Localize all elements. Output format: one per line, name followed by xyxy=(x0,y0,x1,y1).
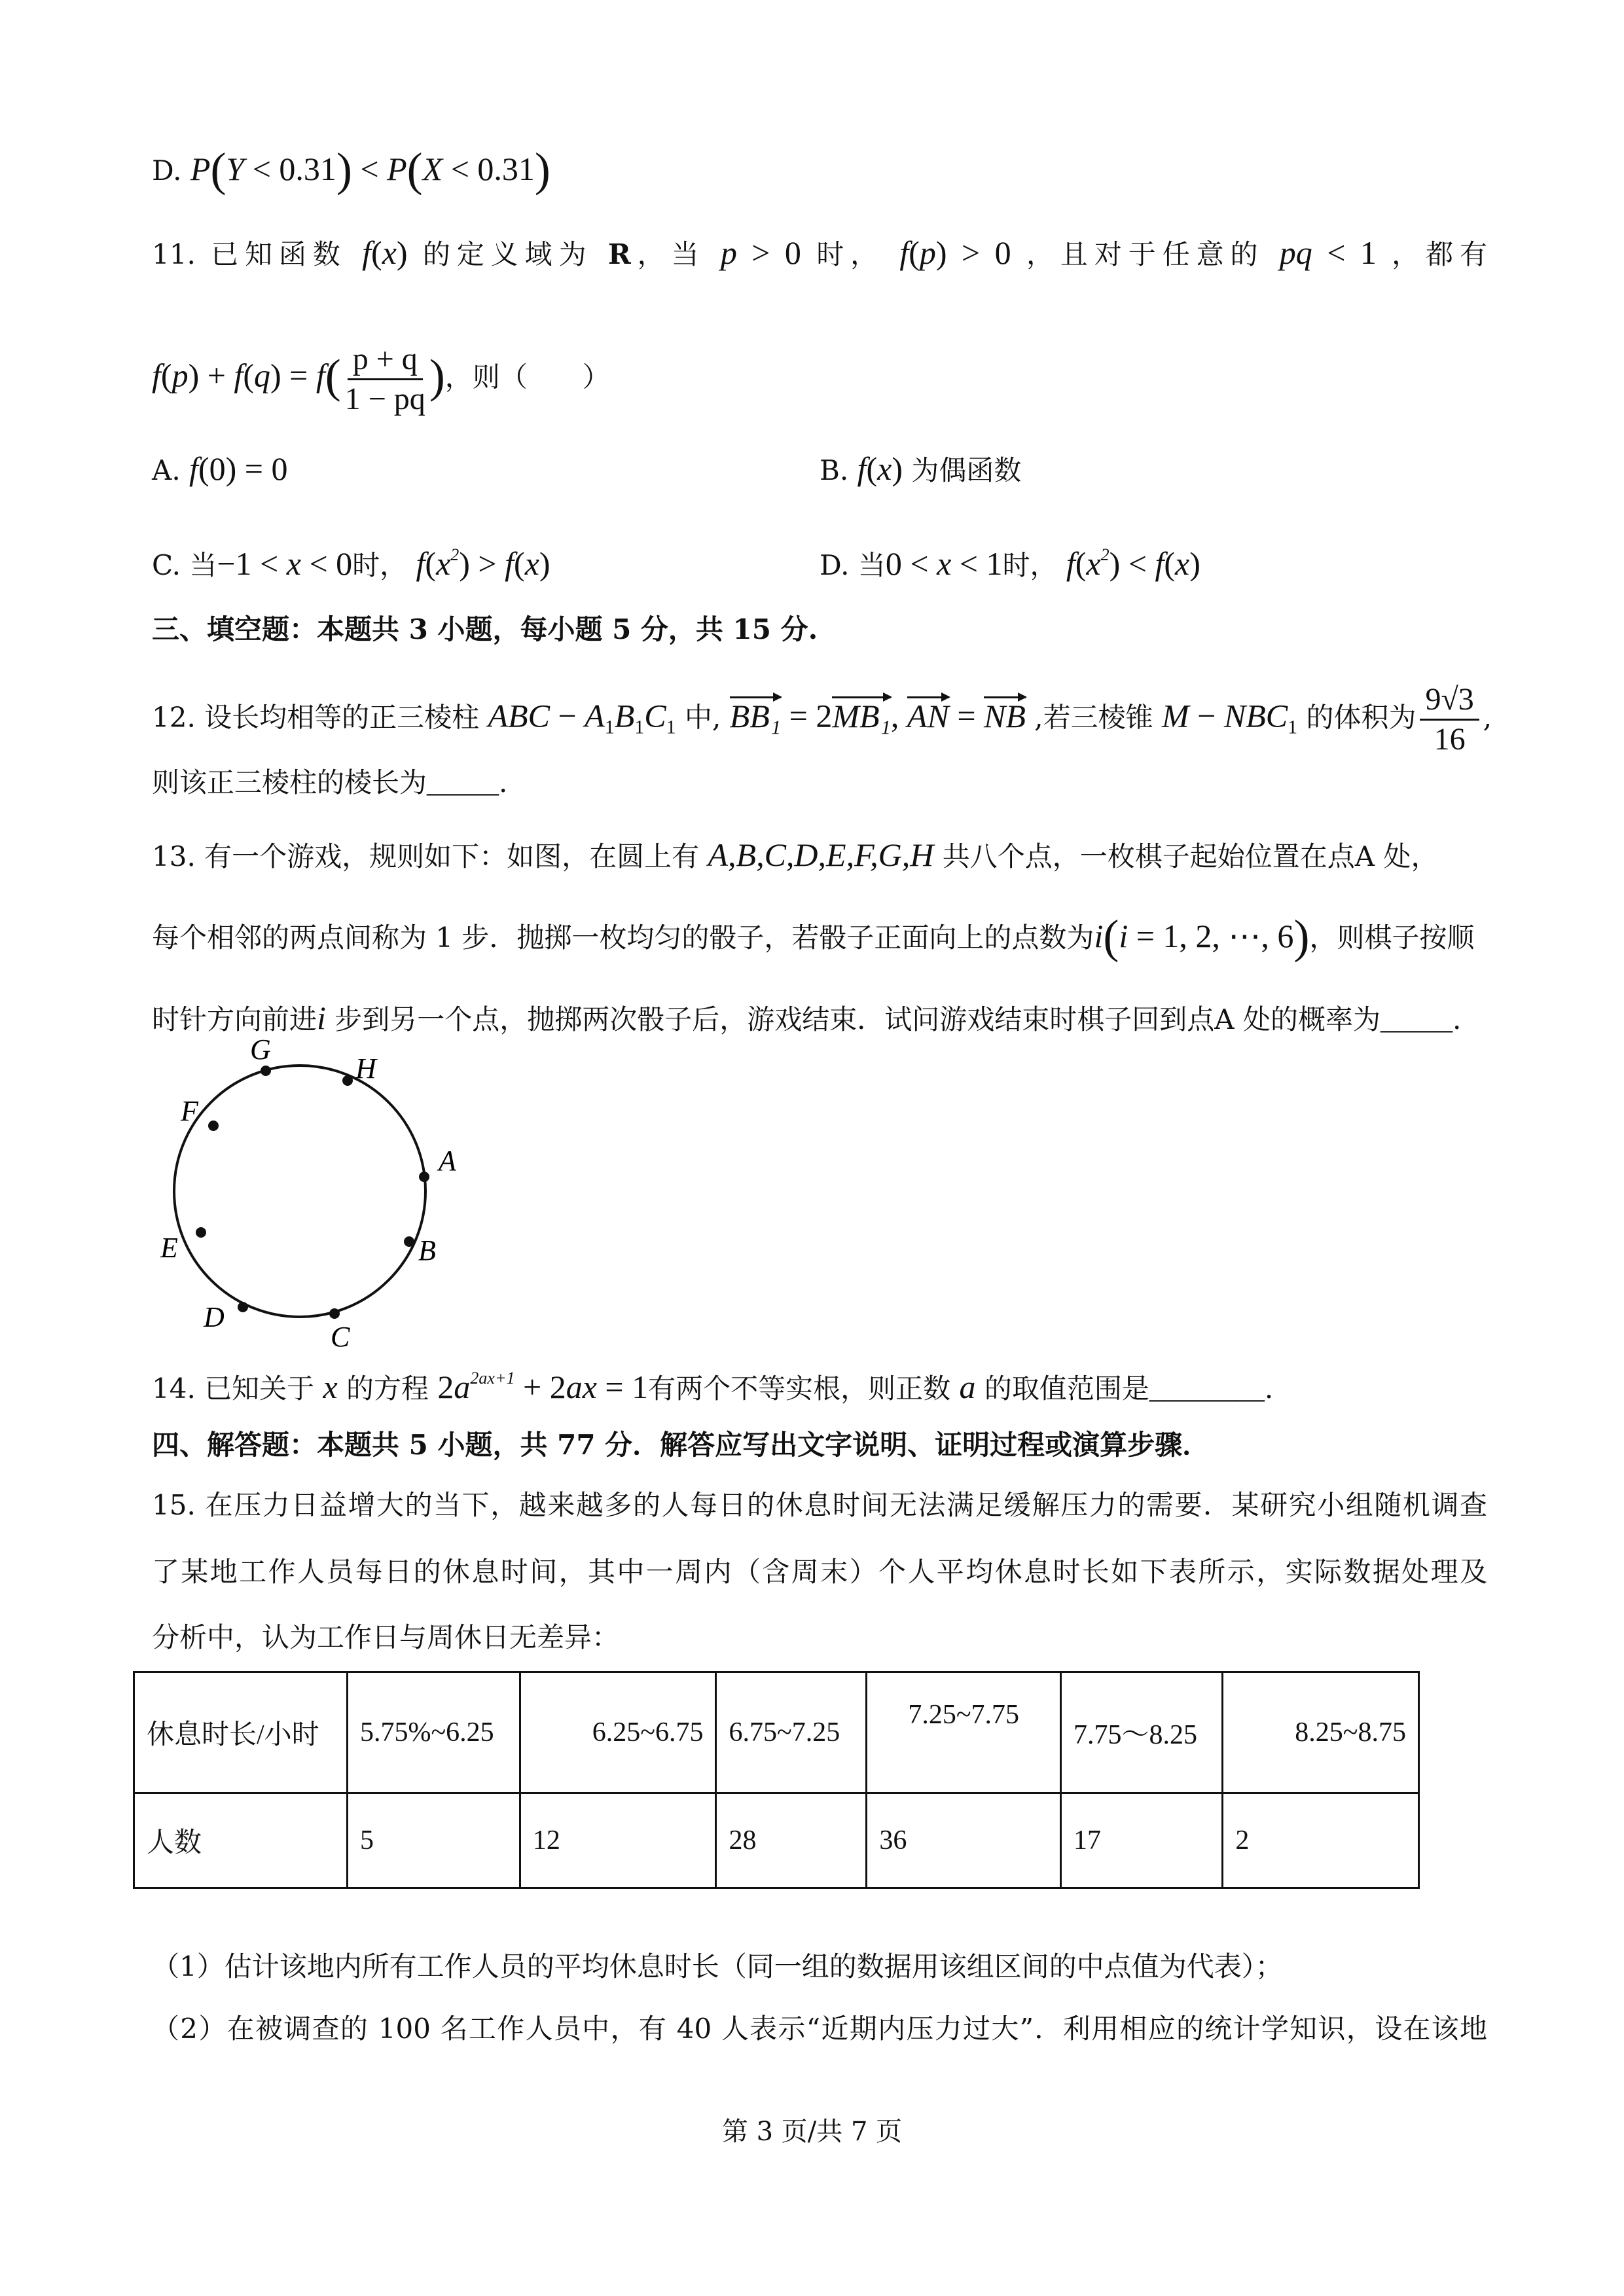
text: ，则（ ） xyxy=(444,361,610,393)
q15-line-2 xyxy=(152,1552,1487,1592)
answer-blank: ________ xyxy=(1149,1372,1265,1405)
table-cell: 28 xyxy=(716,1793,867,1888)
math-term: C xyxy=(644,697,666,734)
math-term: ax xyxy=(566,1369,597,1405)
math-term: (0) = 0 xyxy=(198,450,288,487)
text: 的方程 xyxy=(337,1372,438,1405)
math-term: f xyxy=(316,357,325,394)
math-term: < 0.31 xyxy=(442,151,535,187)
math-term: ) = xyxy=(270,357,316,394)
text: 中, xyxy=(676,701,730,734)
text: 为偶函数 xyxy=(903,454,1022,486)
math-term: 1 xyxy=(604,716,615,738)
text: 13. 有一个游戏，规则如下：如图，在圆上有 xyxy=(152,840,708,872)
math-term: f xyxy=(505,545,514,582)
point-C xyxy=(329,1308,340,1319)
math-term: ( xyxy=(1164,545,1176,582)
q12-answer-line xyxy=(152,763,507,802)
text: 12. 设长均相等的正三棱柱 xyxy=(152,701,488,734)
table-row xyxy=(134,1793,1419,1888)
point-label: A xyxy=(439,1145,456,1177)
math-term: x xyxy=(877,450,892,487)
math-term: x xyxy=(323,1369,338,1405)
math-term: ) xyxy=(429,350,445,403)
math-term: B xyxy=(614,697,635,734)
math-term: P xyxy=(190,151,211,187)
math-term: A xyxy=(585,697,605,734)
q11-option-c xyxy=(152,535,550,585)
q15-line-3 xyxy=(152,1618,619,1657)
math-term: ) xyxy=(539,545,550,582)
math-term: Y xyxy=(226,151,245,187)
q11-option-a xyxy=(152,449,287,490)
math-term: q xyxy=(253,357,270,394)
math-term: f xyxy=(234,357,244,394)
text: C. 当 xyxy=(152,549,217,581)
math-term: 0 < xyxy=(885,545,937,582)
text: 了某地工作人员每日的休息时间，其中一周内（含周末）个人平均休息时长如下表所示，实际数据处理及 xyxy=(152,1556,1487,1588)
point-H xyxy=(342,1075,353,1086)
math-term: 三、填空题：本题共 3 小题，每小题 5 分，共 15 分. xyxy=(152,613,818,645)
fraction xyxy=(1420,681,1479,759)
math-term: f xyxy=(362,234,372,271)
q11-equation xyxy=(152,340,610,418)
vector-term: NB xyxy=(984,697,1026,734)
text: D. 当 xyxy=(820,549,886,581)
math-term: 1 xyxy=(1288,716,1298,738)
q13-line-2 xyxy=(152,910,1475,963)
table-cell: 5.75%~6.25 xyxy=(347,1672,520,1793)
math-term: x xyxy=(524,545,539,582)
math-term: 1 xyxy=(666,716,676,738)
text: 共八个点，一枚棋子起始位置在点A 处， xyxy=(933,840,1439,872)
text: ，都有 xyxy=(1376,238,1488,270)
text: 11. 已知函数 xyxy=(152,238,363,270)
math-term: , xyxy=(890,697,907,734)
denominator: 1 − pq xyxy=(344,382,425,416)
circle-figure xyxy=(131,1028,471,1353)
math-term: − xyxy=(1189,697,1224,734)
math-term: ) xyxy=(1293,910,1310,963)
math-term: ( xyxy=(909,234,920,271)
math-term: pq xyxy=(1279,234,1312,271)
point-label: B xyxy=(418,1234,436,1266)
table-cell: 休息时长/小时 xyxy=(134,1672,348,1793)
point-label: H xyxy=(355,1052,376,1085)
table-cell: 6.75~7.25 xyxy=(716,1672,867,1793)
q15-part-1 xyxy=(152,1947,1283,1986)
answer-blank: _____ xyxy=(1380,1003,1453,1035)
math-term: = 1 xyxy=(596,1369,649,1405)
math-term: R xyxy=(607,238,631,270)
text: 时， xyxy=(352,549,416,581)
text: 的定义域为 xyxy=(407,238,608,270)
math-term: ( xyxy=(514,545,525,582)
math-term: < 1 xyxy=(1312,234,1377,271)
math-term: −1 < xyxy=(217,545,287,582)
point-label: G xyxy=(250,1033,271,1066)
math-term: ) xyxy=(336,143,352,196)
math-term: − xyxy=(549,697,585,734)
math-term: ( xyxy=(406,143,423,196)
math-term: 2 xyxy=(437,1369,454,1405)
table-cell: 8.25~8.75 xyxy=(1223,1672,1419,1793)
math-term: ( xyxy=(371,234,382,271)
math-term: x xyxy=(1175,545,1190,582)
text: 有两个不等实根，则正数 xyxy=(648,1372,960,1405)
math-term: a xyxy=(959,1369,976,1405)
text: A. xyxy=(152,454,190,486)
text: 则该正三棱柱的棱长为 xyxy=(152,766,427,798)
math-term: ) > xyxy=(459,545,505,582)
math-term: = 1, 2, ⋯, 6 xyxy=(1128,918,1294,954)
math-term: < 0 xyxy=(300,545,353,582)
point-E xyxy=(196,1227,206,1238)
q15-part-2 xyxy=(152,2009,1487,2049)
math-term: x xyxy=(1086,545,1101,582)
math-term: ( xyxy=(325,350,341,403)
point-B xyxy=(404,1236,414,1247)
circle xyxy=(174,1066,425,1317)
text: ，当 xyxy=(630,238,721,270)
math-term: ) + xyxy=(188,357,234,394)
table-cell: 6.25~6.75 xyxy=(520,1672,716,1793)
text: ,若三棱锥 xyxy=(1025,701,1162,734)
math-term: P xyxy=(387,151,407,187)
table-cell: 12 xyxy=(520,1793,716,1888)
text: 分析中，认为工作日与周休日无差异： xyxy=(152,1621,620,1653)
math-term: 2ax+1 xyxy=(470,1369,515,1388)
table-header-row xyxy=(134,1672,1419,1793)
math-term: ) xyxy=(396,234,408,271)
point-A xyxy=(419,1172,429,1182)
math-term: f xyxy=(857,450,867,487)
q11-option-d xyxy=(820,535,1200,585)
math-term: ( xyxy=(425,545,437,582)
math-term: i xyxy=(317,999,326,1036)
math-term: ) xyxy=(534,143,550,196)
vector-term: AN xyxy=(907,697,949,734)
math-term: ) xyxy=(892,450,903,487)
text: . xyxy=(499,766,508,798)
text: ，且对于任意的 xyxy=(1011,238,1280,270)
math-term: > 0 xyxy=(736,234,801,271)
math-term: ) > 0 xyxy=(935,234,1011,271)
text: 每个相邻的两点间称为 1 步．抛掷一枚均匀的骰子，若骰子正面向上的点数为 xyxy=(152,922,1094,954)
math-term: f xyxy=(1155,545,1164,582)
math-term: < xyxy=(352,151,388,187)
math-term: ( xyxy=(243,357,254,394)
text: 时， xyxy=(1002,549,1066,581)
text: 14. 已知关于 xyxy=(152,1372,323,1405)
page-footer: 第 3 页/共 7 页 xyxy=(721,2117,903,2147)
table-cell: 7.25~7.75 xyxy=(867,1672,1061,1793)
q14-stem xyxy=(152,1359,1273,1408)
math-term: f xyxy=(416,545,425,582)
table-cell: 7.75～8.25 xyxy=(1060,1672,1222,1793)
math-term: = xyxy=(948,697,984,734)
section-3-heading xyxy=(152,610,818,649)
q15-line-1 xyxy=(152,1486,1487,1525)
point-F xyxy=(208,1121,219,1131)
math-term: = 2 xyxy=(781,697,833,734)
math-term: NBC xyxy=(1223,697,1288,734)
vector-term: MB₁ xyxy=(832,697,891,734)
point-label: D xyxy=(204,1301,225,1333)
math-term: a xyxy=(454,1369,471,1405)
math-term: < 1 xyxy=(951,545,1003,582)
vector-term: BB₁ xyxy=(729,697,782,734)
math-term: ( xyxy=(160,357,172,394)
table-cell: 人数 xyxy=(134,1793,348,1888)
math-term: f xyxy=(1066,545,1075,582)
math-term: x xyxy=(286,545,301,582)
point-label: C xyxy=(331,1321,350,1353)
math-term: M xyxy=(1161,697,1189,734)
text: 步到另一个点，抛掷两次骰子后，游戏结束．试问游戏结束时棋子回到点A 处的概率为 xyxy=(325,1003,1380,1035)
math-term: f xyxy=(189,450,198,487)
text: （1）估计该地内所有工作人员的平均休息时长（同一组的数据用该组区间的中点值为代表）； xyxy=(152,1950,1283,1982)
math-term: f xyxy=(152,357,161,394)
math-term: f xyxy=(899,234,909,271)
text: 时， xyxy=(801,238,900,270)
denominator: 16 xyxy=(1434,722,1466,757)
table-cell: 36 xyxy=(867,1793,1061,1888)
math-term: 1 xyxy=(634,716,645,738)
math-term: p xyxy=(171,357,189,394)
math-term: x xyxy=(937,545,952,582)
text: （2）在被调查的 100 名工作人员中，有 40 人表示“近期内压力过大”．利用相应的统计学知识，设在该地 xyxy=(152,2013,1487,2045)
math-term: 2 xyxy=(450,545,460,564)
text: . xyxy=(1452,1003,1462,1035)
point-D xyxy=(238,1302,248,1312)
text: 的取值范围是 xyxy=(975,1372,1149,1405)
math-term: 2 xyxy=(1100,545,1110,564)
math-term: ( xyxy=(210,143,226,196)
math-term: ) xyxy=(1189,545,1200,582)
table-cell: 2 xyxy=(1223,1793,1419,1888)
answer-blank: _____ xyxy=(427,766,499,798)
numerator: p + q xyxy=(348,340,423,380)
table-cell: 17 xyxy=(1060,1793,1222,1888)
numerator: 9√3 xyxy=(1420,681,1479,721)
math-term: p xyxy=(720,234,737,271)
text: , xyxy=(1483,701,1492,734)
math-term: ( xyxy=(1103,910,1119,963)
text: B. xyxy=(820,454,857,486)
fraction xyxy=(345,340,425,418)
math-term: i xyxy=(1119,918,1128,954)
math-term: ( xyxy=(866,450,878,487)
math-term: 四、解答题：本题共 5 小题，共 77 分．解答应写出文字说明、证明过程或演算步骤． xyxy=(152,1429,1210,1461)
q10-option-d xyxy=(152,143,550,196)
text: 15. 在压力日益增大的当下，越来越多的人每日的休息时间无法满足缓解压力的需要．某研究小组随机调查 xyxy=(152,1489,1487,1521)
text: D. xyxy=(152,154,190,187)
math-term: x xyxy=(436,545,451,582)
math-term: < 0.31 xyxy=(244,151,336,187)
text: 的体积为 xyxy=(1297,701,1416,734)
table-cell: 5 xyxy=(347,1793,520,1888)
math-term: X xyxy=(422,151,443,187)
math-term: ABC xyxy=(488,697,550,734)
q12-stem xyxy=(152,681,1492,759)
text: 时针方向前进 xyxy=(152,1003,317,1035)
rest-time-table xyxy=(133,1671,1420,1889)
point-G xyxy=(261,1066,271,1076)
q11-option-b xyxy=(820,449,1021,490)
math-term: + 2 xyxy=(514,1369,566,1405)
q11-stem xyxy=(152,233,1487,274)
q13-line-1 xyxy=(152,835,1438,876)
point-label: E xyxy=(160,1232,178,1264)
text: ，则棋子按顺 xyxy=(1309,922,1475,954)
math-term: p xyxy=(919,234,936,271)
math-term: ( xyxy=(1075,545,1087,582)
point-label: F xyxy=(181,1095,198,1127)
math-term: A,B,C,D,E,F,G,H xyxy=(708,836,934,873)
math-term: ) < xyxy=(1109,545,1155,582)
text: . xyxy=(1264,1372,1274,1405)
math-term: i xyxy=(1094,918,1104,954)
math-term: x xyxy=(382,234,397,271)
section-4-heading xyxy=(152,1426,1210,1465)
